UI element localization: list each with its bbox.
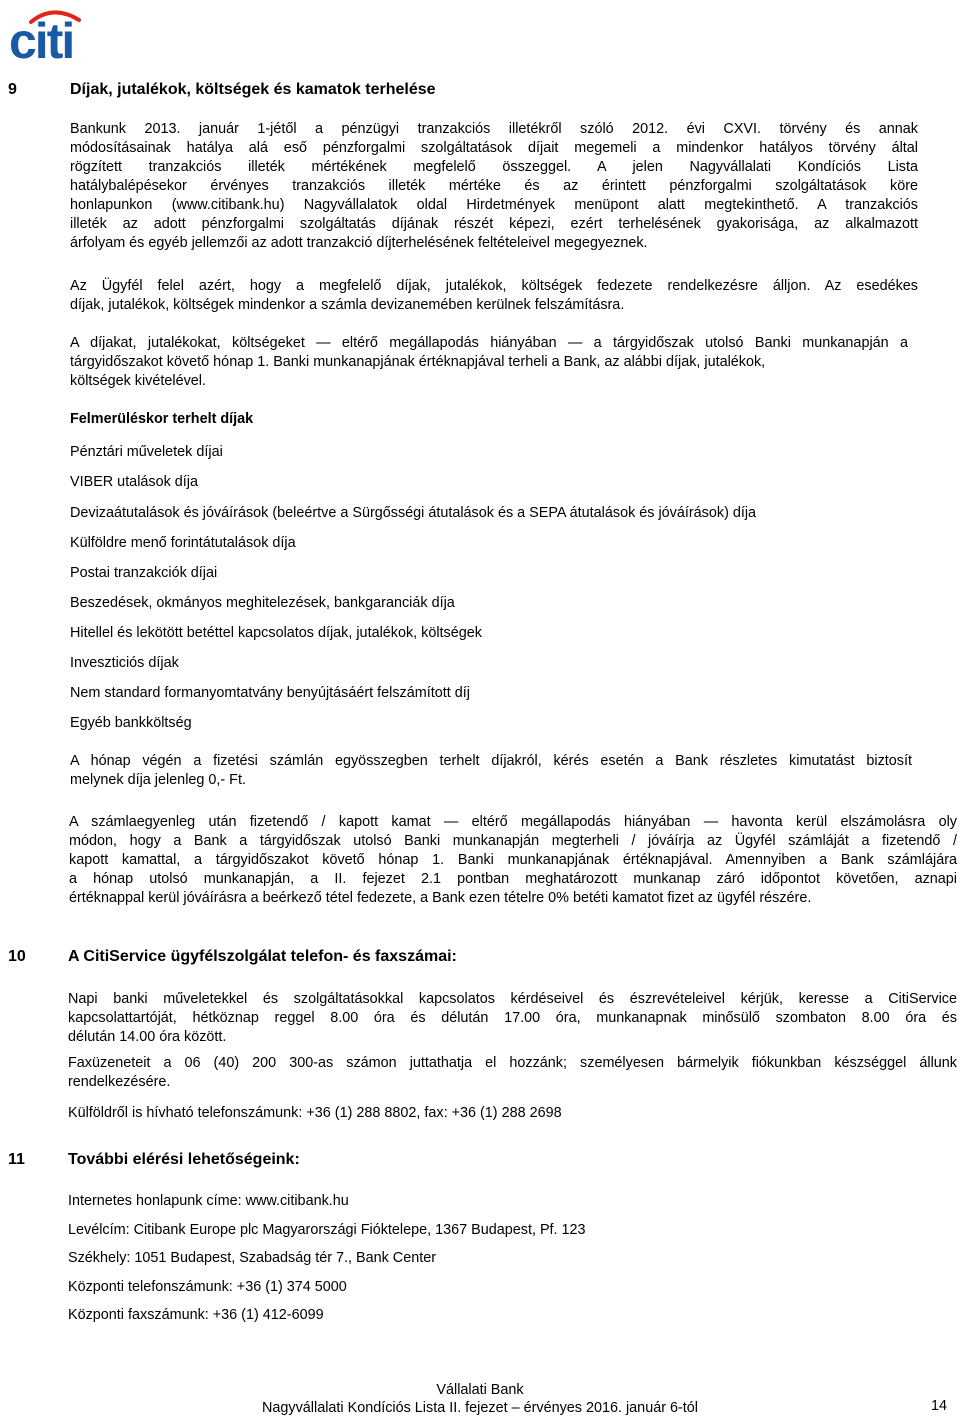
paragraph-line: A számlaegyenleg után fizetendő / kapott kamat — eltérő megállapodás hiányában — havonta kerül elszámolásra oly: [69, 814, 957, 830]
paragraph-line: kapott kamattal, a tárgyidőszakot követő hónap 1. Banki munkanapjának értéknapjával. Amennyiben a Bank számlájára: [69, 852, 957, 868]
section-9-paragraph-1: [70, 120, 918, 253]
list-item: Devizaátutalások és jóváírások (beleértve a Sürgősségi átutalások és a SEPA átutalások és jóváírások) díja: [70, 505, 757, 521]
section-9-paragraph-5: [69, 813, 957, 908]
paragraph-line: rendelkezésére.: [68, 1074, 171, 1090]
section-9-number: 9: [8, 81, 17, 98]
paragraph-line: a hónap utolsó munkanapján, a II. fejezet 2.1 pontban meghatározott munkanap záró időpontot követően, aznapi: [69, 871, 957, 887]
list-item: Egyéb bankköltség: [70, 715, 192, 731]
citi-logo-icon: [9, 6, 85, 64]
list-item: Hitellel és lekötött betéttel kapcsolatos díjak, jutalékok, költségek: [70, 625, 482, 641]
section-11-title: További elérési lehetőségeink:: [68, 1151, 300, 1168]
section-9-title: Díjak, jutalékok, költségek és kamatok terhelése: [70, 81, 436, 98]
footer-department: Vállalati Bank: [436, 1382, 524, 1398]
paragraph-line: délután 14.00 óra között.: [68, 1029, 227, 1045]
paragraph-line: hatálybalépésekor érvényes tranzakciós illeték mértéke és az érintett pénzforgalmi szolgáltatások köre: [70, 178, 918, 194]
paragraph-line: melynek díja jelenleg 0,- Ft.: [70, 772, 246, 788]
list-item: Inveszticiós díjak: [70, 655, 179, 671]
list-item: Külföldre menő forintátutalások díja: [70, 535, 296, 551]
list-item: Pénztári műveletek díjai: [70, 444, 223, 460]
list-item: Beszedések, okmányos meghitelezések, bankgaranciák díja: [70, 595, 455, 611]
section-10-number: 10: [8, 948, 26, 965]
paragraph-line: A díjakat, jutalékokat, költségeket — eltérő megállapodás hiányában — a tárgyidőszak utolsó Banki munkanapján a: [70, 335, 908, 351]
paragraph-line: költségek kivételével.: [70, 373, 206, 389]
paragraph-line: Faxüzeneteit a 06 (40) 200 300-as számon juttathatja el hozzánk; személyesen bármelyik fiókunkban készséggel állunk: [68, 1055, 957, 1071]
section-10-paragraph-1: [68, 990, 957, 1047]
citi-logo: [9, 6, 85, 64]
contact-mail-address: Levélcím: Citibank Europe plc Magyarországi Fióktelepe, 1367 Budapest, Pf. 123: [68, 1222, 586, 1238]
paragraph-line: illeték az adott pénzforgalmi szolgáltatás díjának részét képezi, ezért terhelésének gyakorisága, az alkalmazott: [70, 216, 918, 232]
contact-headquarters: Székhely: 1051 Budapest, Szabadság tér 7., Bank Center: [68, 1250, 436, 1266]
contact-phone: Központi telefonszámunk: +36 (1) 374 5000: [68, 1279, 347, 1295]
paragraph-line: módosításainak hatálya alá eső pénzforgalmi szolgáltatások díjait megemeli a mindenkor hatályos törvény által: [70, 140, 918, 156]
paragraph-line: árfolyam és egyéb jellemzői az adott tranzakció díjterhelésének feltételeivel megegyeznek.: [70, 235, 648, 251]
paragraph-line: kapcsolattartóját, hétköznap reggel 8.00 óra és délután 17.00 óra, munkanapnak minősülő szombaton 8.00 óra és: [68, 1010, 957, 1026]
contact-fax: Központi faxszámunk: +36 (1) 412-6099: [68, 1307, 324, 1323]
paragraph-line: A hónap végén a fizetési számlán egyösszegben terhelt díjakról, kérés esetén a Bank részletes kimutatást biztosít: [70, 753, 912, 769]
page-number: 14: [931, 1398, 948, 1414]
section-10-title: A CitiService ügyfélszolgálat telefon- és faxszámai:: [68, 948, 457, 965]
international-phone-line: Külföldről is hívható telefonszámunk: +36 (1) 288 8802, fax: +36 (1) 288 2698: [68, 1105, 562, 1121]
contact-website: Internetes honlapunk címe: www.citibank.hu: [68, 1193, 349, 1209]
paragraph-line: díjak, jutalékok, költségek mindenkor a számla devizanemében kerülnek felszámításra.: [70, 297, 625, 313]
paragraph-line: Bankunk 2013. január 1-jétől a pénzügyi tranzakciós illetékről szóló 2012. évi CXVI. törvény és annak: [70, 121, 918, 137]
list-item: Nem standard formanyomtatvány benyújtásáért felszámított díj: [70, 685, 470, 701]
section-9-paragraph-4: [70, 752, 912, 790]
section-9-paragraph-2: [70, 277, 918, 315]
list-item: Postai tranzakciók díjai: [70, 565, 218, 581]
section-9-paragraph-3: [70, 334, 908, 391]
footer-document-title: Nagyvállalati Kondíciós Lista II. fejezet – érvényes 2016. január 6-tól: [262, 1400, 698, 1416]
paragraph-line: Az Ügyfél felel azért, hogy a megfelelő díjak, jutalékok, költségek fedezete rendelkezésre álljon. Az esedékes: [70, 278, 918, 294]
svg-text:citi: citi: [9, 13, 74, 64]
paragraph-line: módon, hogy a Bank a tárgyidőszak utolsó Banki munkanapján megterheli / jóváírja az Ügyfél számláját a fizetendő /: [69, 833, 957, 849]
list-heading: Felmerüléskor terhelt díjak: [70, 411, 254, 427]
paragraph-line: tárgyidőszakot követő hónap 1. Banki munkanapjának értéknapjával terheli a Bank, az alábbi díjak, jutalékok,: [70, 354, 766, 370]
paragraph-line: rögzített tranzakciós illeték mértékének megfelelő összeggel. A jelen Nagyvállalati Kondíciós Lista: [70, 159, 918, 175]
paragraph-line: Napi banki műveletekkel és szolgáltatásokkal kapcsolatos kérdéseivel és észrevételeivel kérjük, keresse a CitiService: [68, 991, 957, 1007]
section-11-number: 11: [8, 1151, 25, 1168]
list-item: VIBER utalások díja: [70, 474, 198, 490]
paragraph-line: honlapunkon (www.citibank.hu) Nagyvállalatok oldal Hirdetmények menüpont alatt megtekinthető. A tranzakciós: [70, 197, 918, 213]
paragraph-line: értéknappal kerül jóváírásra a beérkező tétel fedezete, a Bank ezen tételre 0% betéti kamatot fizet az ügyfél részére.: [69, 890, 812, 906]
section-10-paragraph-2: [68, 1054, 957, 1092]
